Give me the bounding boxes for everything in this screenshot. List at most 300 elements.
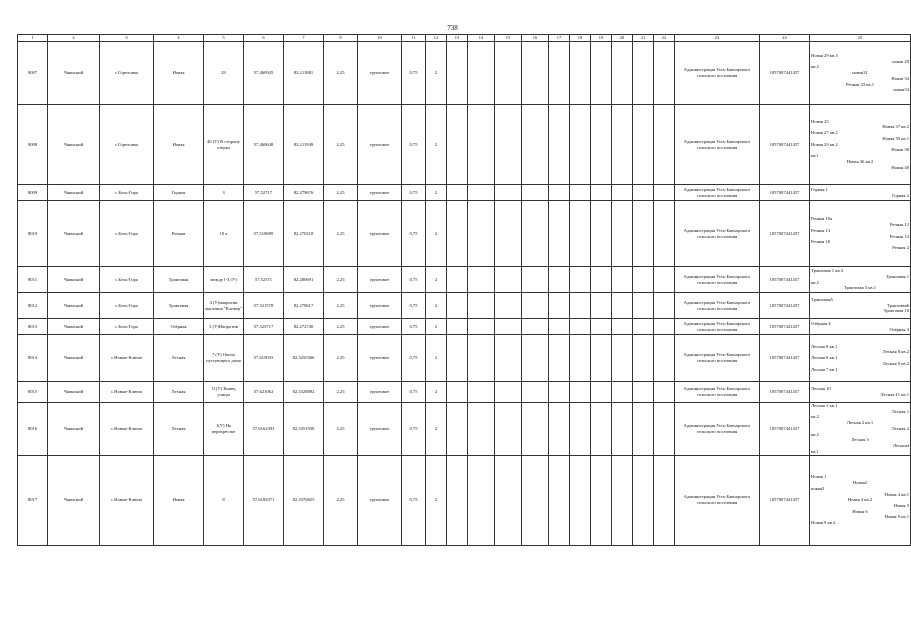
table-row [18, 267, 911, 293]
table-cell [612, 293, 633, 319]
table-cell [522, 335, 549, 382]
table-cell [570, 382, 591, 403]
address-entry: Речная 2 [892, 244, 909, 250]
table-cell [549, 42, 570, 105]
table-cell: 0,75 [402, 185, 426, 201]
table-cell: 2,25 [324, 403, 358, 456]
table-cell [654, 201, 675, 267]
table-cell [549, 335, 570, 382]
table-cell: 10 а [204, 201, 244, 267]
table-cell [468, 293, 495, 319]
table-cell: с.Бель-Гора [100, 267, 154, 293]
table-cell: Администрация Усть-Бакчарского сельского поселения [675, 185, 760, 201]
table-cell [447, 455, 468, 545]
table-cell: Администрация Усть-Бакчарского сельского поселения [675, 382, 760, 403]
table-cell [633, 201, 654, 267]
table-cell: 2 [426, 267, 447, 293]
header-cell: 21 [633, 35, 654, 42]
table-cell [612, 335, 633, 382]
address-entry: Новая 4 кв.1 [884, 491, 909, 497]
table-cell: между1-3 (У) [204, 267, 244, 293]
table-cell [447, 267, 468, 293]
header-cell: 3 [100, 35, 154, 42]
address-entry: Горная 1 [811, 186, 828, 192]
table-cell: 1057007441457 [760, 42, 810, 105]
table-cell [468, 403, 495, 456]
table-cell: 8014 [18, 335, 48, 382]
table-cell: Чаинский [48, 455, 100, 545]
table-row [18, 201, 911, 267]
table-cell: 82,270218 [284, 201, 324, 267]
address-entry: Новая 40 [891, 164, 909, 170]
table-cell [654, 293, 675, 319]
table-row [18, 403, 911, 456]
table-cell: 2 [426, 42, 447, 105]
table-cell [633, 293, 654, 319]
table-cell [570, 201, 591, 267]
header-cell: 7 [284, 35, 324, 42]
table-cell [522, 185, 549, 201]
table-cell: 1057007441457 [760, 382, 810, 403]
address-entry: Лесная 11 кв.1 [880, 392, 909, 397]
table-cell [549, 455, 570, 545]
table-cell: грунтовое [358, 267, 402, 293]
table-cell: 9008 [18, 105, 48, 185]
table-cell: 1057007441457 [760, 185, 810, 201]
table-cell [570, 319, 591, 335]
table-cell [468, 319, 495, 335]
address-entry: Лесная 1 [891, 408, 909, 414]
table-cell [591, 293, 612, 319]
table-cell [549, 293, 570, 319]
table-cell: грунтовое [358, 319, 402, 335]
header-cell: 17 [549, 35, 570, 42]
table-cell: с.Гореловка [100, 42, 154, 105]
table-cell [633, 319, 654, 335]
table-cell [549, 403, 570, 456]
address-entry: Новая 1 [811, 474, 827, 480]
table-cell: 0,75 [402, 403, 426, 456]
table-cell: 82,279676 [284, 185, 324, 201]
table-cell [447, 319, 468, 335]
table-cell: Лесная [154, 382, 204, 403]
table-cell: 1057007441457 [760, 105, 810, 185]
address-entry: кв.2 [811, 431, 819, 437]
address-list-cell [810, 455, 911, 545]
table-cell [633, 105, 654, 185]
table-cell: Администрация Усть-Бакчарского сельского поселения [675, 105, 760, 185]
table-cell [549, 382, 570, 403]
register-table [17, 34, 911, 546]
table-cell: 2,25 [324, 42, 358, 105]
address-entry: Новая2 [852, 480, 868, 486]
address-entry: новая 29 [892, 58, 909, 64]
table-row [18, 455, 911, 545]
table-cell [495, 42, 522, 105]
address-entry: Лесная 3 [851, 437, 869, 443]
header-cell: 12 [426, 35, 447, 42]
header-cell: 19 [591, 35, 612, 42]
table-cell [522, 403, 549, 456]
table-cell: 82,3250366 [284, 335, 324, 382]
address-entry: Новая 38 [891, 147, 909, 153]
table-cell: 57,6162393 [244, 403, 284, 456]
address-entry: кв.2 [811, 279, 819, 285]
address-entry: Лесная 10 [811, 386, 831, 392]
header-cell: 4 [154, 35, 204, 42]
table-cell: 57,52717 [244, 185, 284, 201]
address-entry: Новая 29 кв.3 [811, 52, 838, 58]
table-cell [612, 105, 633, 185]
address-entry: Трактовая 1 [885, 273, 909, 279]
address-entry: Лесная 7 кв.1 [811, 366, 838, 372]
table-cell: 2 [426, 319, 447, 335]
table-cell: Чаинский [48, 335, 100, 382]
table-cell: Администрация Усть-Бакчарского сельского поселения [675, 267, 760, 293]
table-cell: 1057007441457 [760, 455, 810, 545]
table-cell: Администрация Усть-Бакчарского сельского поселения [675, 42, 760, 105]
table-cell [495, 267, 522, 293]
table-cell [654, 403, 675, 456]
table-cell: 82,278617 [284, 293, 324, 319]
table-cell [447, 382, 468, 403]
address-list-cell [810, 293, 911, 319]
header-cell: 1 [18, 35, 48, 42]
table-cell [447, 201, 468, 267]
table-cell [549, 319, 570, 335]
table-cell: 82,3351938 [284, 403, 324, 456]
table-cell [654, 185, 675, 201]
address-entry: Новая 9 кв.1 [884, 514, 909, 520]
table-cell [633, 185, 654, 201]
address-entry: Лесная 6 кв.1 [811, 355, 838, 361]
table-cell [591, 42, 612, 105]
header-cell: 11 [402, 35, 426, 42]
table-cell [495, 201, 522, 267]
table-row [18, 105, 911, 185]
table-cell: 2 [426, 455, 447, 545]
table-cell: с.Бель-Гора [100, 293, 154, 319]
address-entry: кв.1 [811, 448, 819, 454]
table-cell [591, 105, 612, 185]
table-cell: 82,3376825 [284, 455, 324, 545]
table-row [18, 382, 911, 403]
table-cell: 0,75 [402, 293, 426, 319]
table-cell [654, 382, 675, 403]
table-cell [495, 185, 522, 201]
table-cell: 7 (У) Около пустующего дома [204, 335, 244, 382]
table-cell: Чаинский [48, 382, 100, 403]
header-cell: 15 [495, 35, 522, 42]
table-row [18, 293, 911, 319]
address-entry: Лесная 2 кв.1 [846, 420, 874, 426]
address-entry: Новая 4 кв.2 [847, 497, 873, 503]
table-cell: 8009 [18, 185, 48, 201]
table-cell: Лесная [154, 403, 204, 456]
table-cell: Чаинский [48, 319, 100, 335]
address-entry: кв.2 [811, 64, 819, 70]
table-cell: грунтовое [358, 185, 402, 201]
address-entry: Горная 2 [892, 192, 909, 198]
table-cell [654, 455, 675, 545]
table-cell [591, 455, 612, 545]
table-cell [522, 42, 549, 105]
header-cell: 6 [244, 35, 284, 42]
header-cell: 24 [760, 35, 810, 42]
address-entry: новая31 [852, 70, 868, 76]
table-cell: 57,621062 [244, 382, 284, 403]
table-cell: с.Новые-Ключи [100, 382, 154, 403]
address-entry: Новая 6 [852, 508, 868, 514]
table-cell [654, 42, 675, 105]
table-cell: Чаинский [48, 185, 100, 201]
address-entry: Новая 5 [893, 502, 909, 508]
table-cell: 0,75 [402, 335, 426, 382]
table-cell: 8015 [18, 382, 48, 403]
address-list-cell [810, 267, 911, 293]
table-cell: 8017 [18, 455, 48, 545]
address-entry: Трактовая5 [811, 296, 833, 302]
table-cell: 1057007441457 [760, 293, 810, 319]
header-cell: 9 [324, 35, 358, 42]
table-cell: 57,460945 [244, 42, 284, 105]
table-cell [612, 319, 633, 335]
header-cell: 18 [570, 35, 591, 42]
header-cell: 22 [654, 35, 675, 42]
table-cell: Администрация Усть-Бакчарского сельского поселения [675, 455, 760, 545]
table-cell: Администрация Усть-Бакчарского сельского поселения [675, 403, 760, 456]
address-entry: Лесная4 [892, 443, 909, 449]
table-cell: Чаинский [48, 201, 100, 267]
table-cell [447, 105, 468, 185]
table-cell [591, 382, 612, 403]
table-cell [447, 335, 468, 382]
header-cell: 16 [522, 35, 549, 42]
table-cell [447, 42, 468, 105]
table-cell [570, 105, 591, 185]
address-entry: Новая 25 [811, 118, 829, 124]
table-cell: 57,52371 [244, 267, 284, 293]
address-entry: Трактовая6 [887, 302, 909, 308]
address-list-cell [810, 105, 911, 185]
address-entry: Лесная 2 [891, 425, 909, 431]
table-cell [591, 319, 612, 335]
table-cell [591, 185, 612, 201]
table-cell [549, 201, 570, 267]
table-cell [495, 455, 522, 545]
table-cell: 3 (У)Напротив [204, 319, 244, 335]
table-cell [633, 267, 654, 293]
table-cell [468, 267, 495, 293]
address-list-cell [810, 185, 911, 201]
table-cell [570, 267, 591, 293]
table-cell [654, 105, 675, 185]
table-cell: 0,75 [402, 319, 426, 335]
table-cell: 8010 [18, 201, 48, 267]
table-cell: с.Новые-Ключи [100, 455, 154, 545]
table-cell: 2,25 [324, 335, 358, 382]
table-cell [570, 185, 591, 201]
table-cell [468, 105, 495, 185]
address-entry: Озёрная 4 [811, 320, 831, 326]
table-cell [654, 267, 675, 293]
address-entry: Лесная 9 кв.2 [882, 360, 909, 366]
table-cell: с.Бель-Гора [100, 201, 154, 267]
table-cell: 1057007441457 [760, 403, 810, 456]
table-cell: 57,619033 [244, 335, 284, 382]
table-cell: 8012 [18, 293, 48, 319]
table-cell [468, 201, 495, 267]
table-cell: 8 [204, 455, 244, 545]
table-cell: 8016 [18, 403, 48, 456]
table-cell: с.Бель-Гора [100, 185, 154, 201]
address-entry: Озёрная 3 [889, 326, 909, 332]
table-cell: Чаинский [48, 267, 100, 293]
table-cell [570, 455, 591, 545]
table-cell: 8011 [18, 267, 48, 293]
table-cell: 2 [426, 293, 447, 319]
table-cell: грунтовое [358, 201, 402, 267]
table-cell: с.Новые-Ключи [100, 403, 154, 456]
table-row [18, 335, 911, 382]
table-cell: Чаинский [48, 42, 100, 105]
address-list-cell [810, 382, 911, 403]
header-cell: 23 [675, 35, 760, 42]
table-cell [654, 335, 675, 382]
address-entry: Новая 36 кв.2 [846, 158, 874, 164]
table-cell: 82,3328882 [284, 382, 324, 403]
table-cell [447, 185, 468, 201]
table-cell: Администрация Усть-Бакчарского сельского поселения [675, 201, 760, 267]
table-cell [468, 185, 495, 201]
address-entry: Новая 37 кв.2 [882, 124, 909, 130]
table-cell: 11(У) Конец улицы [204, 382, 244, 403]
table-cell: 57,460648 [244, 105, 284, 185]
address-entry: Речная 13 [811, 227, 831, 233]
table-cell: 82,211881 [284, 42, 324, 105]
address-entry: Новая 29 кв.2 [811, 141, 838, 147]
table-cell: Новая [154, 105, 204, 185]
table-cell: 82,272748 [284, 319, 324, 335]
table-cell: Трактовая [154, 267, 204, 293]
table-cell: Администрация Усть-Бакчарского сельского поселения [675, 319, 760, 335]
table-cell: 57,518689 [244, 201, 284, 267]
table-cell: Чаинский [48, 105, 100, 185]
table-cell: 2,25 [324, 185, 358, 201]
address-entry: Речная 14 [889, 233, 909, 239]
table-cell [495, 335, 522, 382]
table-cell [522, 267, 549, 293]
address-list-cell [810, 335, 911, 382]
table-cell: 29 [204, 42, 244, 105]
table-cell: грунтовое [358, 42, 402, 105]
table-cell [591, 403, 612, 456]
table-cell: 8013 [18, 319, 48, 335]
header-cell: 10 [358, 35, 402, 42]
table-cell [612, 455, 633, 545]
table-cell [549, 267, 570, 293]
table-cell [570, 335, 591, 382]
table-cell: 3 [204, 185, 244, 201]
table-cell: Горная [154, 185, 204, 201]
table-cell: Новая [154, 42, 204, 105]
table-cell: Трактовая [154, 293, 204, 319]
table-cell: с.Бель-Гора [100, 319, 154, 335]
address-entry: Речная 33 кв.1 [845, 81, 875, 87]
table-cell: 57,521578 [244, 293, 284, 319]
table-cell: 2,25 [324, 267, 358, 293]
table-cell [612, 382, 633, 403]
address-entry: кв.1 [811, 153, 819, 159]
table-cell [522, 293, 549, 319]
table-cell: 2,25 [324, 382, 358, 403]
table-cell: Чаинский [48, 403, 100, 456]
table-cell: 2,25 [324, 105, 358, 185]
table-cell: Речная [154, 201, 204, 267]
table-cell: 4 (У)напротив магазина "Кловер" [204, 293, 244, 319]
address-entry: Новая 9 кв.2 [811, 520, 836, 526]
address-entry: Новая 39 кв.1 [882, 135, 909, 141]
table-cell: 2,25 [324, 319, 358, 335]
address-entry: Трактовая 3 кв.1 [843, 285, 877, 291]
table-row [18, 42, 911, 105]
table-cell: Новая [154, 455, 204, 545]
table-cell: 2 [426, 105, 447, 185]
table-cell [447, 293, 468, 319]
table-cell: 9007 [18, 42, 48, 105]
table-cell: 2 [426, 335, 447, 382]
address-list-cell [810, 403, 911, 456]
address-entry: Речная 18 [811, 239, 831, 245]
table-cell: 2 [426, 382, 447, 403]
address-entry: Трактовая 10 [883, 308, 909, 314]
table-cell: с.Новые-Ключи [100, 335, 154, 382]
address-entry: Новая 27 кв.2 [811, 130, 838, 136]
header-cell: 25 [810, 35, 911, 42]
table-cell [633, 382, 654, 403]
address-entry: Новая 34 [891, 75, 909, 81]
table-row [18, 319, 911, 335]
table-cell [570, 42, 591, 105]
table-cell [570, 403, 591, 456]
table-cell: грунтовое [358, 382, 402, 403]
table-cell: 40 (У) В сторону озерка [204, 105, 244, 185]
table-cell: Администрация Усть-Бакчарского сельского поселения [675, 293, 760, 319]
table-cell: 0,75 [402, 105, 426, 185]
page-number: 738 [447, 24, 458, 32]
table-cell [468, 382, 495, 403]
table-cell [468, 455, 495, 545]
table-cell [591, 335, 612, 382]
table-cell: 2 [426, 403, 447, 456]
table-cell: 0,75 [402, 267, 426, 293]
table-cell [633, 403, 654, 456]
address-list-cell [810, 42, 911, 105]
address-entry: Речная 10а [811, 216, 833, 222]
table-cell [447, 403, 468, 456]
table-row [18, 185, 911, 201]
table-cell [468, 42, 495, 105]
table-cell: 0,75 [402, 42, 426, 105]
table-cell [633, 455, 654, 545]
header-cell: 20 [612, 35, 633, 42]
table-cell [612, 267, 633, 293]
table-cell: 57,525717 [244, 319, 284, 335]
table-cell: 1057007441457 [760, 319, 810, 335]
address-entry: новая3 [811, 485, 825, 491]
table-cell [522, 455, 549, 545]
table-cell: 1057007441457 [760, 267, 810, 293]
